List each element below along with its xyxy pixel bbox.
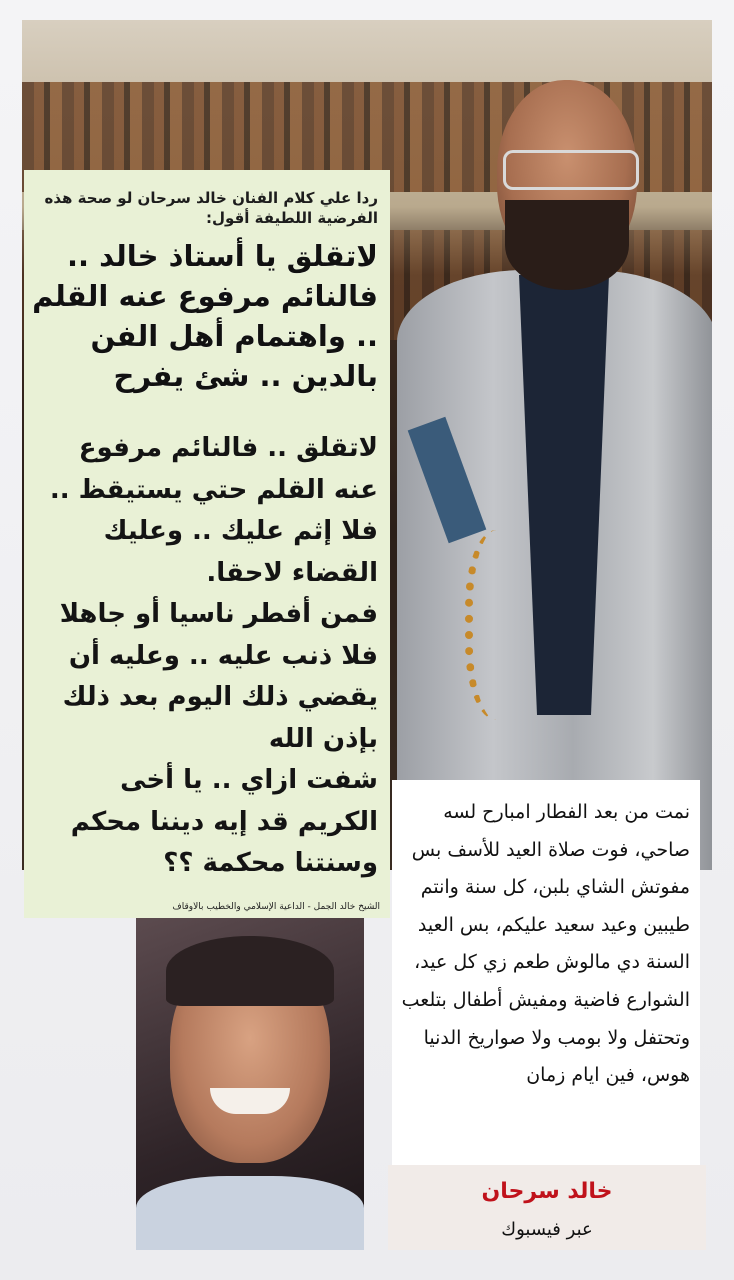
prayer-beads xyxy=(465,530,543,720)
glasses xyxy=(503,150,639,190)
card-signature: الشيخ خالد الجمل - الداعية الإسلامي والخطيب بالأوقاف xyxy=(172,902,380,912)
beard xyxy=(505,200,629,290)
response-card xyxy=(24,170,390,918)
author-name: خالد سرحان xyxy=(481,1179,613,1204)
quote-source: عبر فيسبوك xyxy=(501,1219,593,1240)
card-paragraph: شفت ازاي .. يا أخى الكريم قد إيه ديننا محكم وسنتنا محكمة ؟؟ xyxy=(70,765,378,878)
quote-text: نمت من بعد الفطار امبارح لسه صاحي، فوت صلاة العيد للأسف بس مفوتش الشاي بلبن، كل سنة وانتم طيبين وعيد سعيد عليكم، بس العيد السنة دي مالوش طعم زي كل عيد، الشوارع فاضية ومفيش أطفال بتلعب وتحتفل ولا بومب ولا صواريخ الدنيا هوس، فين ايام زمان xyxy=(401,801,690,1087)
card-intro: ردا علي كلام الفنان خالد سرحان لو صحة هذه الفرضية اللطيفة أقول: xyxy=(44,189,378,227)
card-paragraph: لاتقلق .. فالنائم مرفوع عنه القلم حتي يستيقظ .. فلا إثم عليك .. وعليك القضاء لاحقا. xyxy=(49,433,378,588)
facebook-quote-card xyxy=(392,780,700,1165)
quote-attribution xyxy=(388,1165,706,1250)
card-body xyxy=(32,428,378,885)
actor-photo xyxy=(136,918,364,1250)
actor-hair xyxy=(166,936,334,1006)
card-headline: لاتقلق يا أستاذ خالد .. فالنائم مرفوع عنه القلم .. واهتمام أهل الفن بالدين .. شئ يفرح xyxy=(32,239,378,393)
card-paragraph: فمن أفطر ناسيا أو جاهلا فلا ذنب عليه .. وعليه أن يقضي ذلك اليوم بعد ذلك بإذن الله xyxy=(59,599,378,754)
actor-shirt xyxy=(136,1176,364,1250)
sheikh-figure xyxy=(387,60,712,870)
